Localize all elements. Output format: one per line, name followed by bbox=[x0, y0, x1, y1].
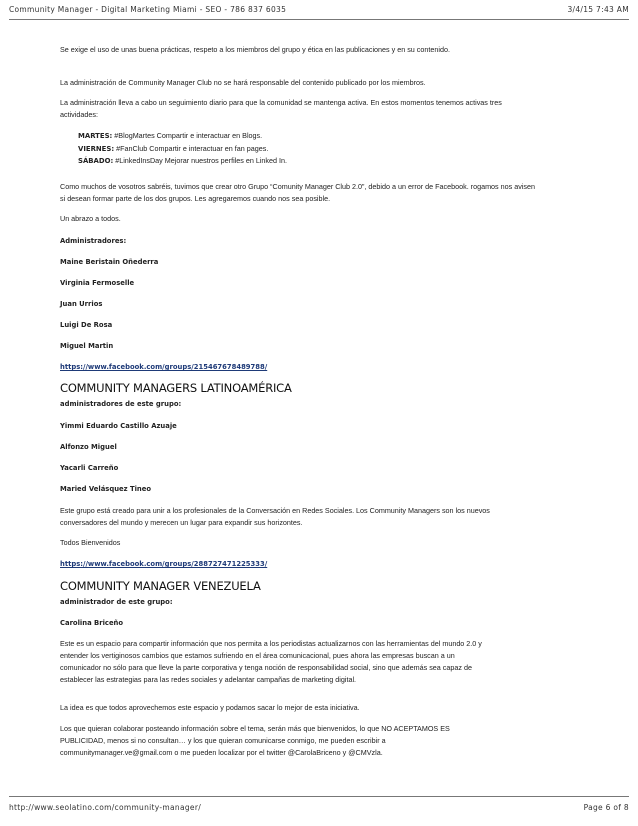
venezuela-paragraph-3: Los que quieran colaborar posteando información sobre el tema, serán más que bienvenidos, lo que NO ACEPTAMOS ES PUBLICIDAD, menos si no consultan… y los que quieran comunicarse conmigo, me pueden escribir a communitymanager.ve@gmail.com o me pueden localizar por el twitter @CarolaBriceno y @CMVzla. bbox=[60, 724, 450, 757]
intro-paragraph-2: La administración de Community Manager Club no se hará responsable del contenido publicado por los miembros. bbox=[60, 78, 426, 87]
latam-welcome: Todos Bienvenidos bbox=[60, 538, 121, 547]
admin-name: Maried Velásquez Tineo bbox=[60, 485, 152, 493]
intro-paragraph-1: Se exige el uso de unas buena prácticas, respeto a los miembros del grupo y ética en las publicaciones y en su contenido. bbox=[60, 45, 450, 54]
header-divider bbox=[9, 19, 629, 20]
greeting: Un abrazo a todos. bbox=[60, 214, 121, 223]
intro-paragraph-3: La administración lleva a cabo un seguimiento diario para que la comunidad se mantenga activa. En estos momentos tenemos activas tres actividades: bbox=[60, 98, 502, 119]
latam-description: Este grupo está creado para unir a los profesionales de la Conversación en Redes Sociales. Los Community Managers son los nuevos conversadores del mundo y merecen un lugar para expandir sus horizontes. bbox=[60, 506, 490, 527]
admin-name: Carolina Briceño bbox=[60, 619, 124, 627]
admin-name: Yacarli Carreño bbox=[60, 464, 119, 472]
header-title: Community Manager - Digital Marketing Miami - SEO - 786 837 6035 bbox=[9, 5, 287, 14]
admin-name: Miguel Martin bbox=[60, 342, 114, 350]
admin-name: Alfonzo Miguel bbox=[60, 443, 117, 451]
latam-admins-heading: administradores de este grupo: bbox=[60, 400, 182, 408]
activity-item: SÁBADO: #LinkedInsDay Mejorar nuestros perfiles en Linked In. bbox=[78, 156, 288, 165]
venezuela-admin-heading: administrador de este grupo: bbox=[60, 598, 173, 606]
venezuela-paragraph-2: La idea es que todos aprovechemos este espacio y podamos sacar lo mejor de esta iniciativa. bbox=[60, 703, 360, 712]
admin-name: Yimmi Eduardo Castillo Azuaje bbox=[60, 422, 177, 430]
section-title-latam: COMMUNITY MANAGERS LATINOAMÉRICA bbox=[60, 381, 292, 395]
group-link-2[interactable]: https://www.facebook.com/groups/288727471225333/ bbox=[60, 560, 268, 568]
venezuela-description: Este es un espacio para compartir información que nos permita a los periodistas actualizarnos con las herramientas del mundo 2.0 y entender los vertiginosos cambios que estamos sufriendo en el área comunicacional, pues ahora las empresas buscan a un comunicador no sólo para que lleve la parte corporativa y tenga noción de responsabilidad social, sino que además sea capaz de establecer las estrategias para las redes sociales y adelantar campañas de marketing digital. bbox=[60, 639, 482, 684]
page-number: Page 6 of 8 bbox=[583, 803, 629, 812]
activity-item: VIERNES: #FanClub Compartir e interactuar en fan pages. bbox=[78, 144, 269, 153]
note-paragraph: Como muchos de vosotros sabréis, tuvimos que crear otro Grupo “Comunity Manager Club 2.0”, debido a un error de Facebook. rogamos nos avisen si desean formar parte de los dos grupos. Les agregaremos cuando nos sea posible. bbox=[60, 182, 536, 203]
group-link-1[interactable]: https://www.facebook.com/groups/215467678489788/ bbox=[60, 363, 268, 371]
section-title-venezuela: COMMUNITY MANAGER VENEZUELA bbox=[60, 579, 261, 593]
admin-name: Juan Urrios bbox=[60, 300, 103, 308]
page-header bbox=[9, 5, 629, 14]
admin-name: Maine Beristain Oñederra bbox=[60, 258, 159, 266]
footer-divider bbox=[9, 796, 629, 797]
admins-heading: Administradores: bbox=[60, 237, 127, 245]
activity-item: MARTES: #BlogMartes Compartir e interactuar en Blogs. bbox=[78, 131, 263, 140]
header-timestamp: 3/4/15 7:43 AM bbox=[567, 5, 629, 14]
admin-name: Luigi De Rosa bbox=[60, 321, 113, 329]
footer-url[interactable]: http://www.seolatino.com/community-manager/ bbox=[9, 803, 202, 812]
page-footer bbox=[9, 803, 629, 812]
admin-name: Virginia Fermoselle bbox=[60, 279, 135, 287]
